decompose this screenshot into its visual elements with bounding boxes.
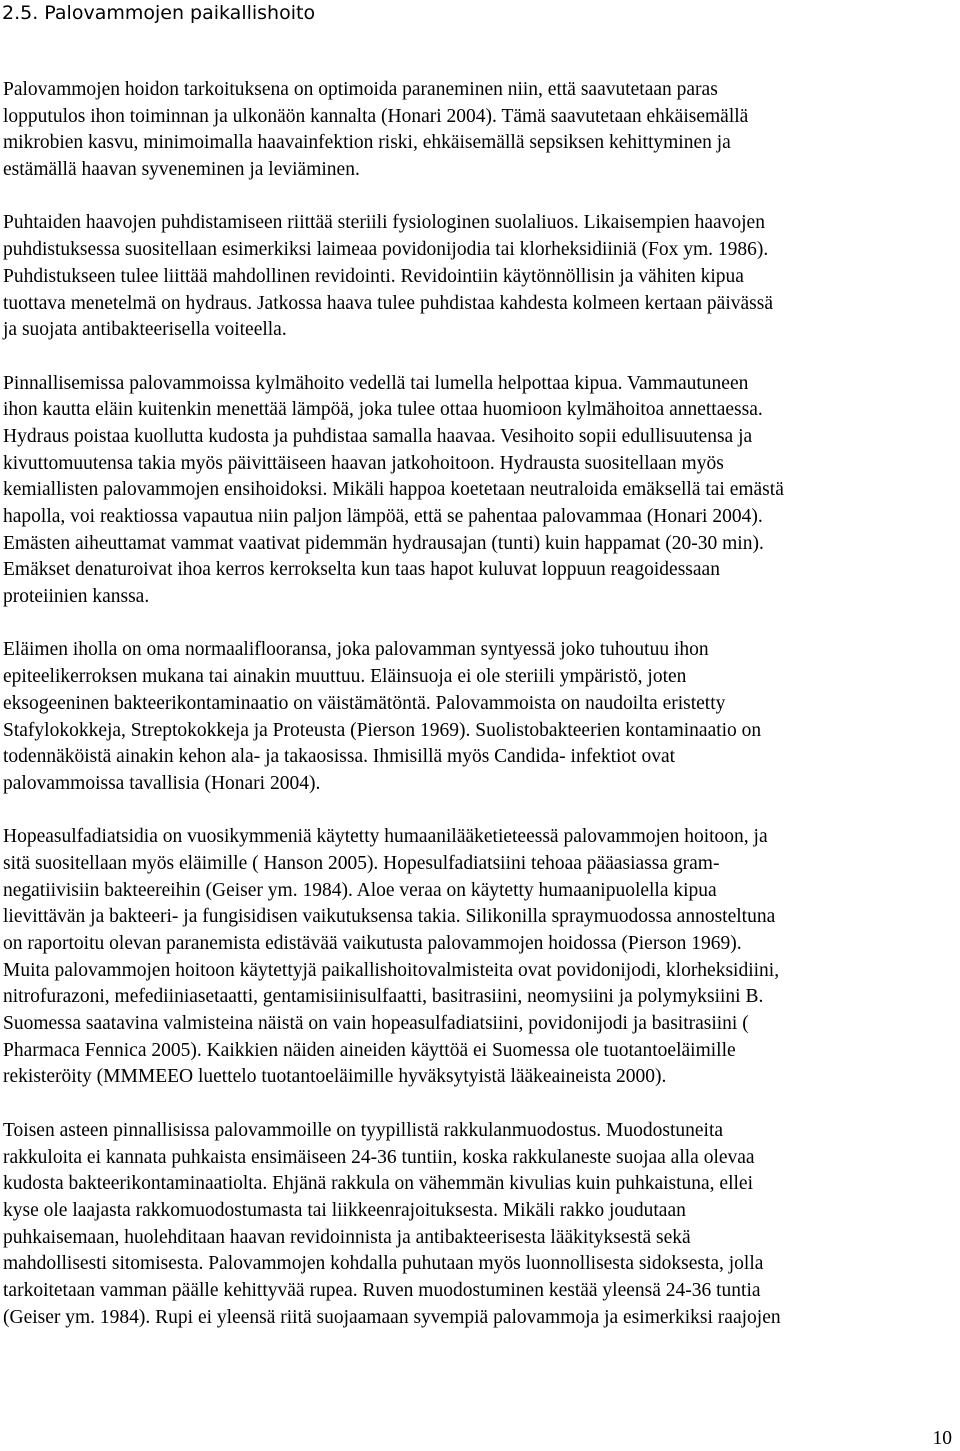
paragraph-2: [3, 210, 953, 343]
text-line: ihon kautta eläin kuitenkin menettää lämpöä, joka tulee ottaa huomioon kylmähoitoa annettaessa.: [3, 399, 763, 421]
text-line: Hopeasulfadiatsidia on vuosikymmeniä käytetty humaanilääketieteessä palovammojen hoitoon, ja: [3, 826, 768, 848]
text-line: proteiinien kanssa.: [3, 586, 150, 608]
text-line: ja suojata antibakteerisella voiteella.: [3, 319, 287, 341]
text-line: eksogeeninen bakteerikontaminaatio on väistämätöntä. Palovammoista on naudoilta eristetty: [3, 692, 726, 714]
text-line: tuottava menetelmä on hydraus. Jatkossa haava tulee puhdistaa kahdesta kolmeen kertaan päivässä: [3, 292, 773, 314]
text-line: puhkaisemaan, huolehditaan haavan revidoinnista ja antibakteerisesta lääkityksestä sekä: [3, 1226, 691, 1248]
document-body: [3, 77, 953, 1358]
text-line: lopputulos ihon toiminnan ja ulkonäön kannalta (Honari 2004). Tämä saavutetaan ehkäisemällä: [3, 105, 749, 127]
text-line: estämällä haavan syveneminen ja leviäminen.: [3, 159, 360, 181]
text-line: mikrobien kasvu, minimoimalla haavainfektion riski, ehkäisemällä sepsiksen kehittyminen ja: [3, 132, 731, 154]
text-line: nitrofurazoni, mefediiniasetaatti, gentamisiinisulfaatti, basitrasiini, neomysiini ja polymyksiini B.: [3, 986, 764, 1008]
paragraph-3: [3, 371, 953, 611]
text-line: kudosta bakteerikontaminaatiolta. Ehjänä rakkula on vähemmän kivulias kuin puhkaistuna, ellei: [3, 1173, 753, 1195]
text-line: Suomessa saatavina valmisteina näistä on vain hopeasulfadiatsiini, povidonijodi ja basitrasiini (: [3, 1013, 749, 1035]
text-line: negatiivisiin bakteereihin (Geiser ym. 1984). Aloe veraa on käytetty humaanipuolella kipua: [3, 879, 717, 901]
text-line: Pinnallisemissa palovammoissa kylmähoito vedellä tai lumella helpottaa kipua. Vammautuneen: [3, 372, 749, 394]
paragraph-4: [3, 637, 953, 797]
text-line: sitä suositellaan myös eläimille ( Hanson 2005). Hopesulfadiatsiini tehoaa pääasiassa gram-: [3, 852, 720, 874]
text-line: kivuttomuutensa takia myös päivittäiseen haavan jatkohoitoon. Hydrausta suositellaan myös: [3, 452, 724, 474]
text-line: palovammoissa tavallisia (Honari 2004).: [3, 772, 321, 794]
text-line: Pharmaca Fennica 2005). Kaikkien näiden aineiden käyttöä ei Suomessa ole tuotantoeläimille: [3, 1039, 736, 1061]
text-line: epiteelikerroksen mukana tai ainakin muuttuu. Eläinsuoja ei ole steriili ympäristö, joten: [3, 666, 687, 688]
text-line: todennäköistä ainakin kehon ala- ja takaosissa. Ihmisillä myös Candida- infektiot ovat: [3, 746, 676, 768]
paragraph-1: [3, 77, 953, 184]
text-line: Palovammojen hoidon tarkoituksena on optimoida paraneminen niin, että saavutetaan paras: [3, 79, 718, 100]
text-line: rakkuloita ei kannata puhkaista ensimäiseen 24-36 tuntiin, koska rakkulaneste suojaa alla olevaa: [3, 1146, 755, 1168]
text-line: tarkoitetaan vamman päälle kehittyvää rupea. Ruven muodostuminen kestää yleensä 24-36 tuntia: [3, 1279, 761, 1301]
text-line: Puhtaiden haavojen puhdistamiseen riittää steriili fysiologinen suolaliuos. Likaisempien haavojen: [3, 212, 765, 234]
text-line: kyse ole laajasta rakkomuodostumasta tai liikkeenrajoituksesta. Mikäli rakko joudutaan: [3, 1199, 686, 1221]
text-line: lievittävän ja bakteeri- ja fungisidisen vaikutuksensa takia. Silikonilla spraymuodossa annosteltuna: [3, 906, 776, 928]
text-line: Hydraus poistaa kuollutta kudosta ja puhdistaa samalla haavaa. Vesihoito sopii edullisuutensa ja: [3, 425, 753, 447]
text-line: (Geiser ym. 1984). Rupi ei yleensä riitä suojaamaan syvempiä palovammoja ja esimerkiksi raajojen: [3, 1306, 781, 1328]
text-line: hapolla, voi reaktiossa vapautua niin paljon lämpöä, että se pahentaa palovammaa (Honari 2004).: [3, 506, 763, 527]
section-heading: 2.5. Palovammojen paikallishoito: [2, 2, 316, 24]
paragraph-6: [3, 1118, 953, 1332]
text-line: Stafylokokkeja, Streptokokkeja ja Proteusta (Pierson 1969). Suolistobakteerien kontaminaatio on: [3, 719, 762, 741]
text-line: Puhdistukseen tulee liittää mahdollinen revidointi. Revidointiin käytönnöllisin ja vähiten kipua: [3, 265, 744, 287]
text-line: mahdollisesti sitomisesta. Palovammojen kohdalla puhutaan myös luonnollisesta sidoksesta, jolla: [3, 1253, 764, 1275]
text-line: on raportoitu olevan paranemista edistävää vaikutusta palovammojen hoidossa (Pierson 1969).: [3, 933, 742, 954]
text-line: Muita palovammojen hoitoon käytettyjä paikallishoitovalmisteita ovat povidonijodi, klorheksidiini,: [3, 959, 780, 981]
paragraph-5: [3, 824, 953, 1091]
text-line: Toisen asteen pinnallisissa palovammoille on tyypillistä rakkulanmuodostus. Muodostuneita: [3, 1119, 724, 1141]
text-line: rekisteröity (MMMEEO luettelo tuotantoeläimille hyväksytyistä lääkeaineista 2000).: [3, 1066, 667, 1088]
text-line: Eläimen iholla on oma normaaliflooransa, joka palovamman syntyessä joko tuhoutuu ihon: [3, 639, 709, 661]
text-line: puhdistuksessa suositellaan esimerkiksi laimeaa povidonijodia tai klorheksidiiniä (Fox ym. 1986).: [3, 239, 769, 261]
text-line: Emäkset denaturoivat ihoa kerros kerrokselta kun taas hapot kuluvat loppuun reagoidessaan: [3, 559, 720, 581]
text-line: Emästen aiheuttamat vammat vaativat pidemmän hydrausajan (tunti) kuin happamat (20-30 min).: [3, 532, 764, 554]
page-number: 10: [932, 1428, 952, 1449]
text-line: kemiallisten palovammojen ensihoidoksi. Mikäli happoa koetetaan neutraloida emäksellä tai emästä: [3, 479, 784, 501]
